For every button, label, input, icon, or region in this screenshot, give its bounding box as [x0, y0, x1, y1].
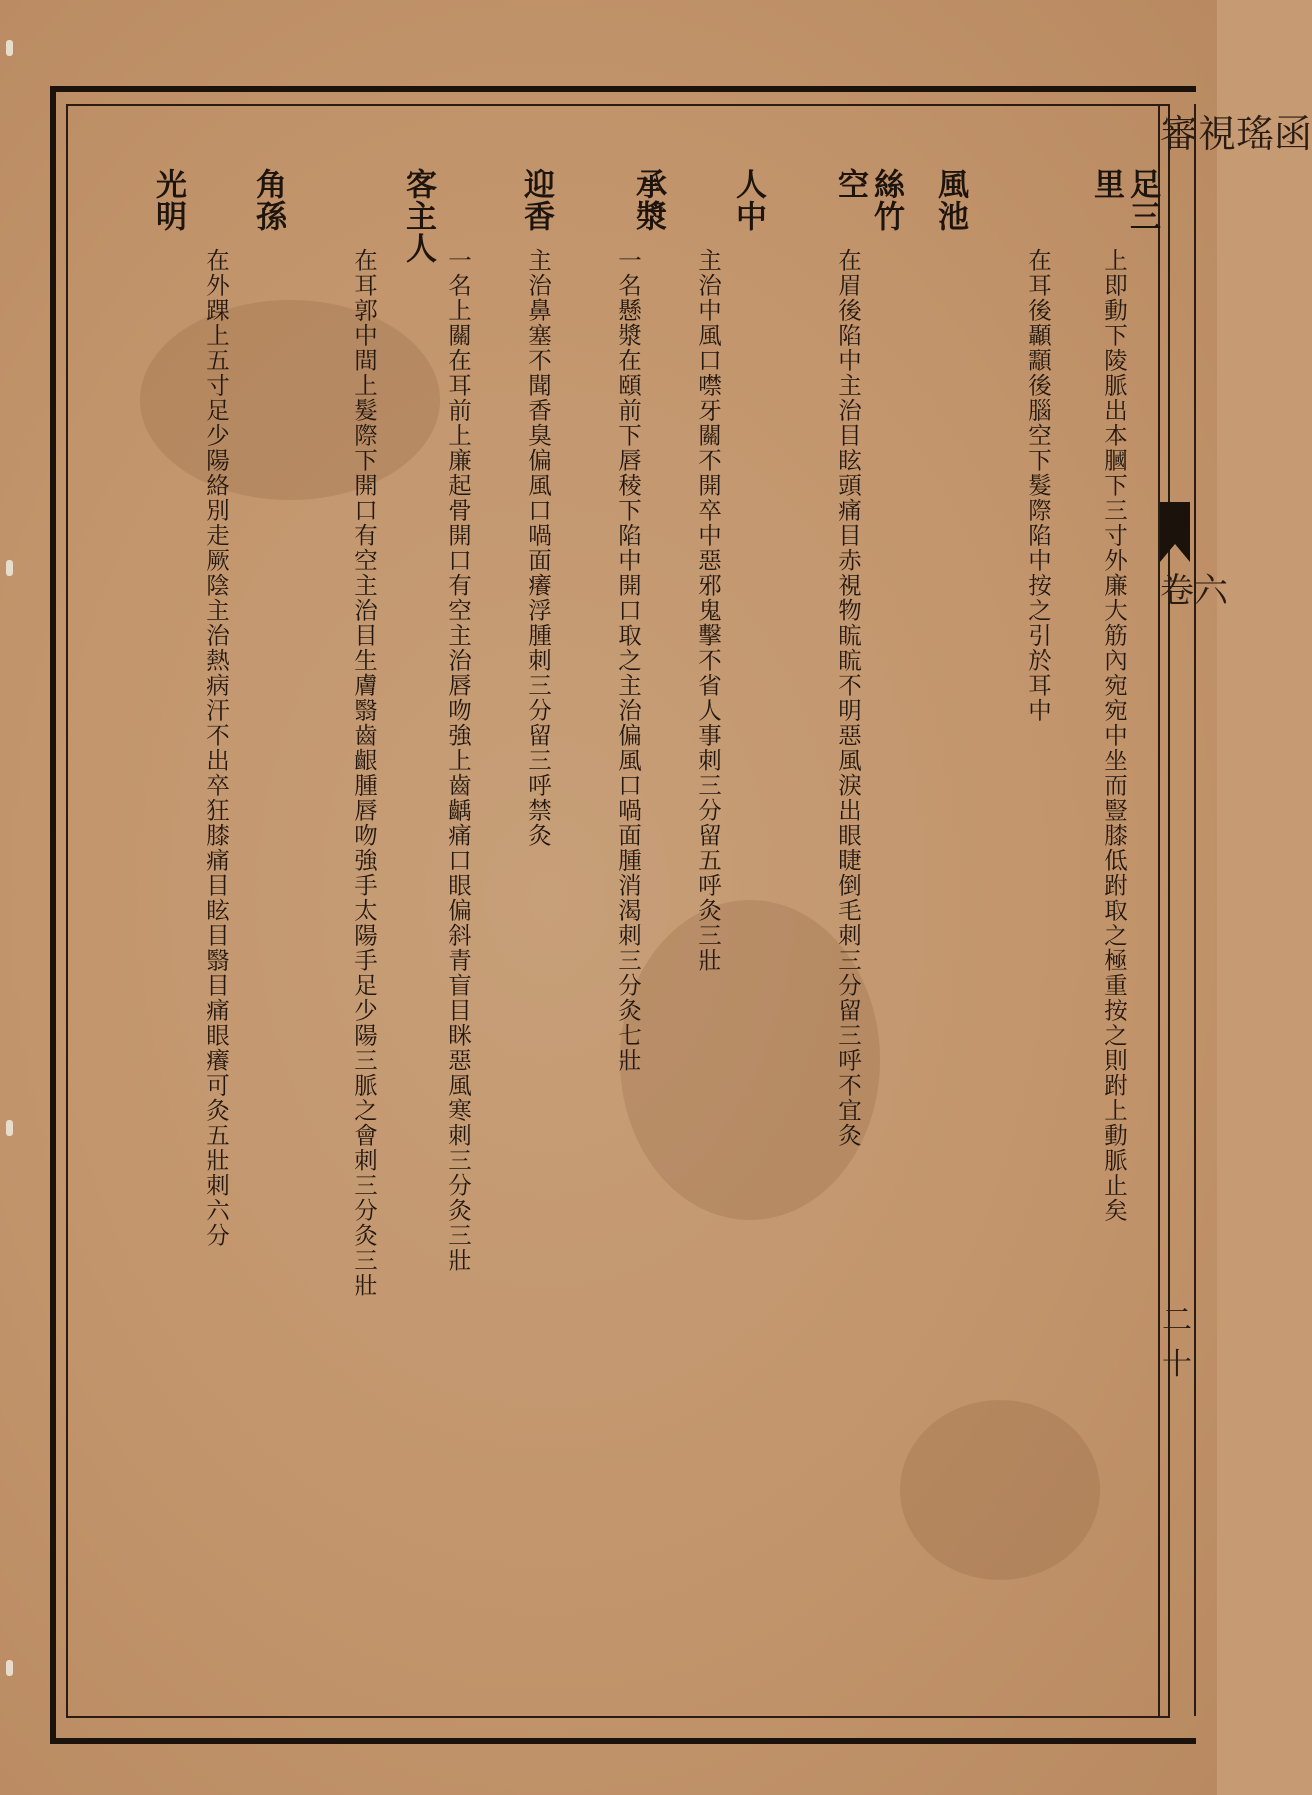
- heading-cheng-jiang: 承漿: [630, 168, 666, 232]
- heading-jiao-sun: 角孫: [250, 168, 286, 232]
- binding-hole: [6, 40, 13, 56]
- binding-hole: [6, 560, 13, 576]
- text-ke-zhu-ren: 一名上關在耳前上廉起骨開口有空主治唇吻強上齒齲痛口眼偏斜青盲目眯惡風寒刺三分灸三壯: [444, 248, 472, 1273]
- text-feng-chi: 在耳後顳顬後腦空下髮際陷中按之引於耳中: [1024, 248, 1052, 723]
- text-si-zhu-kong: 在眉後陷中主治目眩頭痛目赤視物䀮䀮不明惡風淚出眼睫倒毛刺三分留三呼不宜灸: [834, 248, 862, 1148]
- text-zu-san-li: 上即動下陵脈出本膕下三寸外廉大筋內宛宛中坐而豎膝低跗取之極重按之則跗上動脈止矣: [1100, 248, 1128, 1223]
- heading-ying-xiang: 迎香: [518, 168, 554, 232]
- heading-si-zhu-kong: 絲竹空: [832, 168, 904, 232]
- margin-folio-number: 二十: [1162, 1303, 1192, 1382]
- margin-book-title: 審視瑤函: [1160, 112, 1312, 156]
- text-ying-xiang: 主治鼻塞不聞香臭偏風口喎面癢浮腫刺三分留三呼禁灸: [524, 248, 552, 848]
- text-guang-ming: 在外踝上五寸足少陽絡別走厥陰主治熱病汗不出卒狂膝痛目眩目翳目痛眼癢可灸五壯刺六分: [202, 248, 230, 1248]
- margin-volume: 卷六: [1160, 571, 1228, 611]
- heading-ke-zhu-ren: 客主人: [400, 168, 436, 264]
- text-cheng-jiang: 一名懸漿在頤前下唇稜下陷中開口取之主治偏風口喎面腫消渴刺三分灸七壯: [614, 248, 642, 1073]
- text-ren-zhong: 主治中風口噤牙關不開卒中惡邪鬼擊不省人事刺三分留五呼灸三壯: [694, 248, 722, 973]
- text-jiao-sun: 在耳郭中間上髮際下開口有空主治目生膚翳齒齦腫唇吻強手太陽手足少陽三脈之會刺三分灸三壯: [350, 248, 378, 1298]
- heading-ren-zhong: 人中: [730, 168, 766, 232]
- heading-zu-san-li: 足三里: [1088, 168, 1160, 232]
- binding-hole: [6, 1660, 13, 1676]
- binding-hole: [6, 1120, 13, 1136]
- heading-feng-chi: 風池: [932, 168, 968, 232]
- heading-guang-ming: 光明: [150, 168, 186, 232]
